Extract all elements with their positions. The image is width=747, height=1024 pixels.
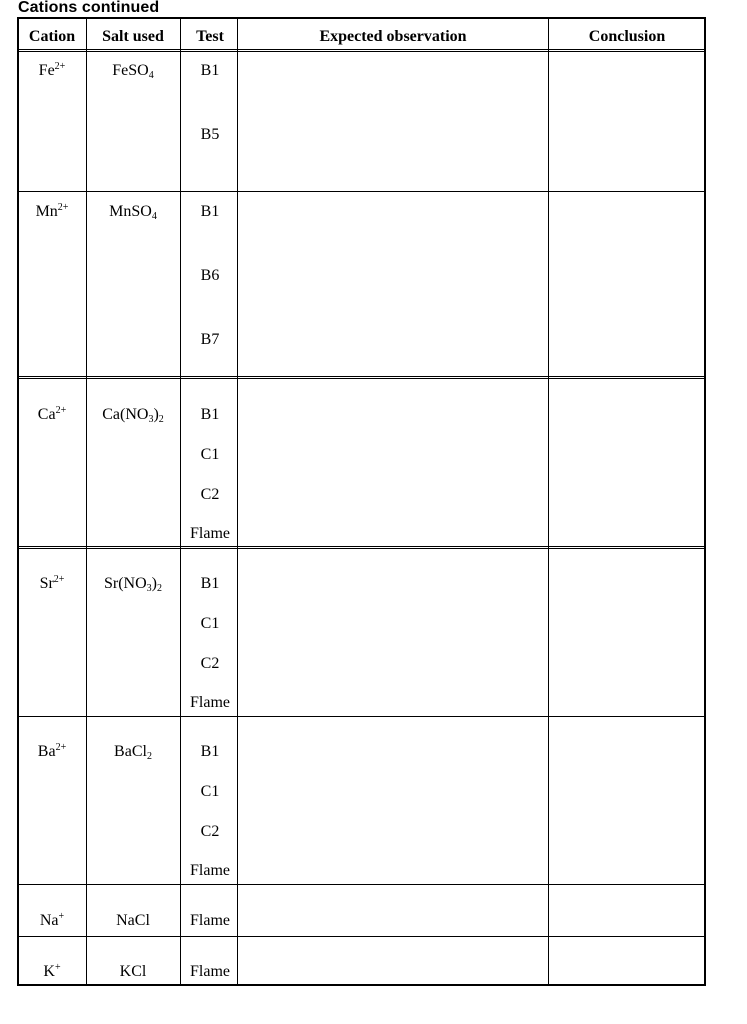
salt-subscript: 4 xyxy=(148,70,154,81)
test-label: B6 xyxy=(200,267,220,284)
column-divider xyxy=(548,17,549,986)
cation-cell xyxy=(39,62,66,80)
test-label: Flame xyxy=(190,862,230,879)
cation-symbol: Mn xyxy=(35,203,58,220)
header-divider xyxy=(17,51,706,52)
salt-subscript: 2 xyxy=(146,751,152,762)
cation-cell xyxy=(38,406,66,424)
column-divider xyxy=(237,17,238,986)
cation-charge: 2+ xyxy=(53,574,65,585)
row-divider xyxy=(17,546,706,547)
cation-charge: + xyxy=(58,911,65,922)
test-label: C2 xyxy=(200,655,220,672)
test-label: Flame xyxy=(190,694,230,711)
salt-cell xyxy=(116,912,150,930)
test-label: C2 xyxy=(200,823,220,840)
header-divider xyxy=(17,49,706,50)
cation-charge: + xyxy=(54,962,61,973)
page-heading: Cations continued xyxy=(18,0,160,16)
salt-subscript: 2 xyxy=(158,414,164,425)
cation-symbol: Ba xyxy=(37,743,56,760)
row-divider xyxy=(17,376,706,377)
header-observation: Expected observation xyxy=(319,28,467,45)
test-label: B1 xyxy=(200,743,220,760)
salt-cell xyxy=(120,963,147,981)
test-label: Flame xyxy=(190,963,230,980)
row-divider xyxy=(17,548,706,549)
column-divider xyxy=(86,17,87,986)
salt-text: ) xyxy=(153,406,159,423)
cation-cell xyxy=(38,743,66,761)
cation-cell xyxy=(40,575,65,593)
salt-text: ) xyxy=(151,575,157,592)
row-divider xyxy=(17,191,706,192)
row-divider xyxy=(17,884,706,885)
test-label: Flame xyxy=(190,912,230,929)
cation-symbol: Ca xyxy=(37,406,56,423)
cation-charge: 2+ xyxy=(54,61,66,72)
header-conclusion: Conclusion xyxy=(588,28,666,45)
cation-charge: 2+ xyxy=(57,202,69,213)
salt-subscript: 2 xyxy=(157,583,162,594)
cation-charge: 2+ xyxy=(55,742,67,753)
test-label: B1 xyxy=(200,62,220,79)
cation-cell xyxy=(43,963,60,981)
test-label: B5 xyxy=(200,126,220,143)
table-frame xyxy=(17,17,706,986)
salt-text: BaCl xyxy=(114,743,147,760)
cation-symbol: Sr xyxy=(39,575,54,592)
test-label: Flame xyxy=(190,525,230,542)
cation-charge: 2+ xyxy=(55,405,67,416)
cation-symbol: Na xyxy=(39,912,59,929)
salt-text: KCl xyxy=(119,963,147,980)
salt-cell xyxy=(114,743,152,761)
column-divider xyxy=(180,17,181,986)
test-label: C1 xyxy=(200,783,220,800)
salt-subscript: 3 xyxy=(148,414,154,425)
salt-subscript: 3 xyxy=(146,583,152,594)
salt-cell xyxy=(102,406,164,424)
salt-text: NaCl xyxy=(116,912,150,929)
salt-cell xyxy=(104,575,162,593)
test-label: C1 xyxy=(200,446,220,463)
test-label: B1 xyxy=(200,575,220,592)
row-divider xyxy=(17,716,706,717)
test-label: C1 xyxy=(200,615,220,632)
header-test: Test xyxy=(196,28,224,45)
salt-cell xyxy=(112,62,153,80)
test-label: C2 xyxy=(200,486,220,503)
cation-cell xyxy=(40,912,64,930)
salt-cell xyxy=(109,203,157,221)
test-label: B7 xyxy=(200,331,220,348)
header-cation: Cation xyxy=(28,28,76,45)
header-salt: Salt used xyxy=(102,28,164,45)
cation-symbol: K xyxy=(43,963,55,980)
test-label: B1 xyxy=(200,203,220,220)
cation-cell xyxy=(36,203,69,221)
salt-text: FeSO xyxy=(112,62,149,79)
cation-symbol: Fe xyxy=(38,62,55,79)
salt-subscript: 4 xyxy=(151,211,157,222)
salt-text: Sr(NO xyxy=(104,575,147,592)
salt-text: Ca(NO xyxy=(102,406,149,423)
test-label: B1 xyxy=(200,406,220,423)
row-divider xyxy=(17,378,706,379)
salt-text: MnSO xyxy=(109,203,152,220)
row-divider xyxy=(17,936,706,937)
